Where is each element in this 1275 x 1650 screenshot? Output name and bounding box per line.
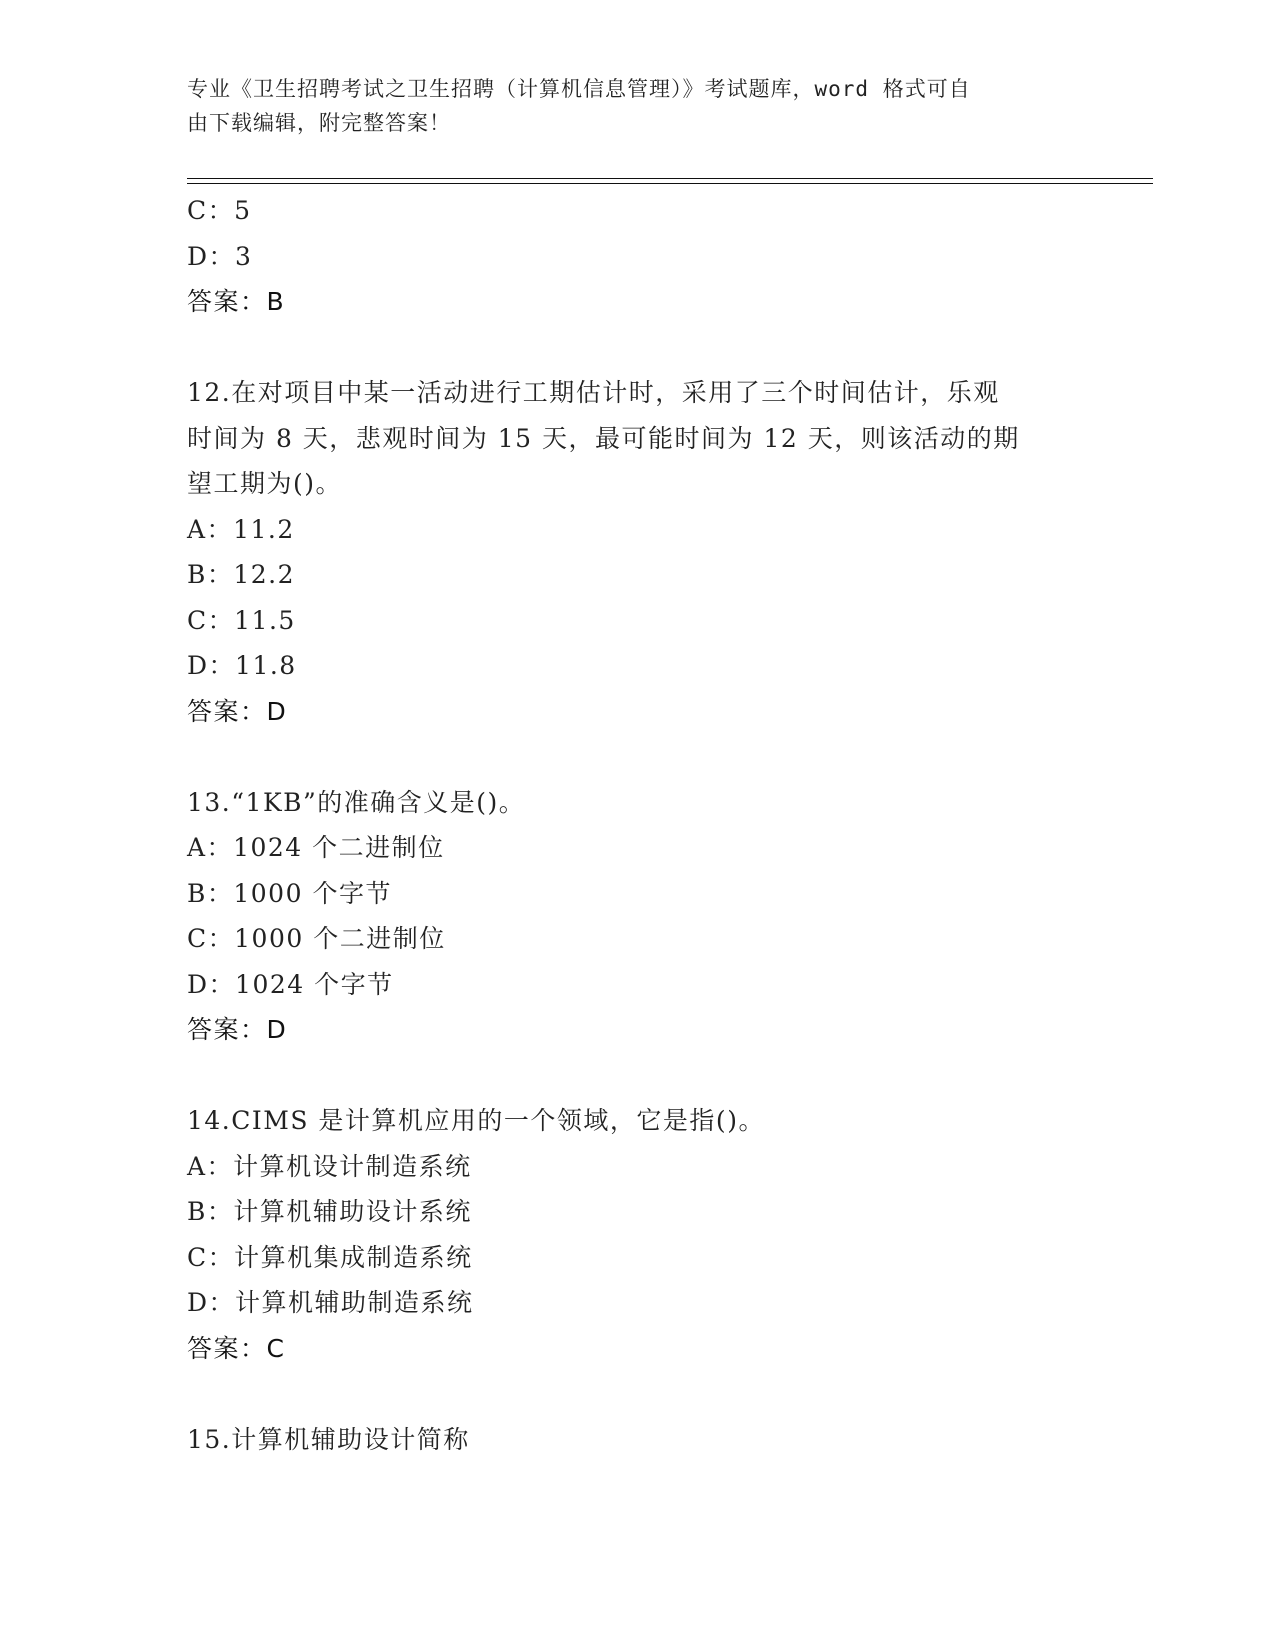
question-stem-line: 时间为 8 天，悲观时间为 15 天，最可能时间为 12 天，则该活动的期 — [187, 423, 1020, 453]
question-block-14 — [187, 1098, 1087, 1371]
option-a — [187, 1144, 1087, 1190]
option-letter: B： — [187, 1197, 234, 1226]
option-text: 计算机集成制造系统 — [234, 1242, 473, 1272]
option-text: 11.5 — [234, 605, 296, 635]
option-text: 11.2 — [233, 514, 295, 544]
option-line — [187, 234, 1087, 280]
option-a — [187, 825, 1087, 871]
option-text: 11.8 — [235, 651, 297, 680]
question-stem-line: 15.计算机辅助设计简称 — [187, 1424, 470, 1454]
question-block-12 — [187, 370, 1087, 734]
option-text: 12.2 — [233, 560, 296, 589]
option-letter: C： — [187, 924, 235, 953]
option-d — [187, 1280, 1087, 1326]
question-stem-line: 望工期为()。 — [187, 469, 343, 498]
option-b — [187, 552, 1087, 598]
option-letter: C： — [187, 1242, 235, 1272]
option-text: 计算机辅助设计系统 — [233, 1197, 472, 1226]
option-letter: A： — [187, 1151, 234, 1181]
option-letter: A： — [187, 833, 234, 862]
answer-line: 答案：D — [187, 696, 288, 726]
spacer — [187, 1053, 1087, 1099]
question-content — [187, 188, 1087, 1462]
option-text: 计算机设计制造系统 — [233, 1151, 472, 1181]
header-line-2: 由下载编辑，附完整答案！ — [187, 111, 451, 135]
option-b — [187, 871, 1087, 917]
option-letter: A： — [187, 514, 234, 544]
spacer — [187, 1371, 1087, 1417]
prev-question-block — [187, 188, 1087, 325]
option-a — [187, 507, 1087, 553]
option-letter: D： — [187, 651, 236, 680]
question-block-13 — [187, 780, 1087, 1053]
option-text: 5 — [234, 196, 252, 225]
spacer — [187, 325, 1087, 371]
question-stem-line: 14.CIMS 是计算机应用的一个领域，它是指()。 — [187, 1106, 765, 1135]
document-header — [187, 72, 1067, 140]
option-text: 3 — [235, 241, 253, 271]
option-text: 1024 个二进制位 — [233, 833, 445, 862]
header-rule-top — [187, 178, 1153, 179]
header-line-1: 专业《卫生招聘考试之卫生招聘（计算机信息管理）》考试题库，word 格式可自 — [187, 77, 971, 101]
option-c — [187, 598, 1087, 644]
answer-line: 答案：B — [187, 287, 286, 316]
option-letter: B： — [187, 560, 234, 589]
answer-line: 答案：C — [187, 1333, 286, 1363]
option-d — [187, 962, 1087, 1008]
option-c — [187, 1235, 1087, 1281]
header-rule-bottom — [187, 183, 1153, 184]
option-letter: B： — [187, 878, 234, 908]
option-text: 1024 个字节 — [235, 969, 394, 999]
spacer — [187, 734, 1087, 780]
option-text: 1000 个字节 — [233, 878, 392, 908]
option-text: 1000 个二进制位 — [234, 924, 446, 953]
option-d — [187, 643, 1087, 689]
question-block-15 — [187, 1417, 1087, 1463]
option-b — [187, 1189, 1087, 1235]
option-letter: D： — [187, 969, 236, 999]
option-line — [187, 188, 1087, 234]
option-letter: D： — [187, 1288, 236, 1317]
answer-line: 答案：D — [187, 1015, 288, 1044]
option-letter: D： — [187, 241, 236, 271]
option-text: 计算机辅助制造系统 — [235, 1288, 474, 1317]
question-stem-line: 13.“1KB”的准确含义是()。 — [187, 787, 526, 817]
option-letter: C： — [187, 605, 235, 635]
question-stem-line: 12.在对项目中某一活动进行工期估计时，采用了三个时间估计，乐观 — [187, 378, 1000, 407]
option-c — [187, 916, 1087, 962]
option-letter: C： — [187, 196, 235, 225]
